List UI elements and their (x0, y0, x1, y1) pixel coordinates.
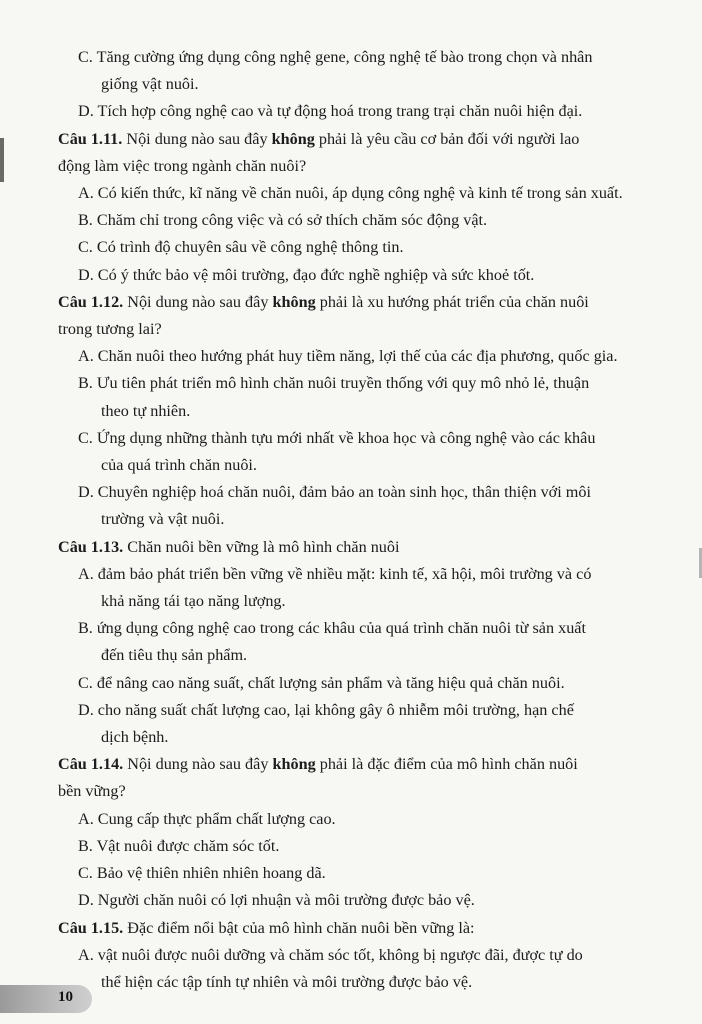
answer-option (0, 370, 702, 397)
answer-option (0, 44, 702, 71)
line-text: theo tự nhiên. (101, 401, 191, 420)
line-text: trong tương lai? (58, 320, 162, 339)
page-content (0, 44, 702, 996)
line-text: A. Có kiến thức, kĩ năng về chăn nuôi, áp dụng công nghệ và kinh tế trong sản xuất. (78, 184, 623, 203)
page-number-tab (0, 985, 92, 1013)
answer-option-continuation (0, 506, 702, 533)
answer-option (0, 343, 702, 370)
line-text: C. Tăng cường ứng dụng công nghệ gene, công nghệ tế bào trong chọn và nhân (78, 48, 593, 66)
line-text: B. ứng dụng công nghệ cao trong các khâu của quá trình chăn nuôi từ sản xuất (78, 619, 586, 638)
question-number: Câu 1.11. (58, 129, 123, 148)
line-text: động làm việc trong ngành chăn nuôi? (58, 156, 307, 175)
question-line (0, 751, 702, 778)
line-text: khả năng tái tạo năng lượng. (101, 592, 286, 611)
line-text: A. Chăn nuôi theo hướng phát huy tiềm năng, lợi thế của các địa phương, quốc gia. (78, 347, 618, 366)
question-line (0, 915, 702, 942)
question-text: Chăn nuôi bền vững là mô hình chăn nuôi (123, 537, 400, 556)
question-continuation (0, 316, 702, 343)
question-number: Câu 1.15. (58, 918, 124, 937)
answer-option-continuation (0, 724, 702, 751)
line-text: D. Tích hợp công nghệ cao và tự động hoá trong trang trại chăn nuôi hiện đại. (78, 102, 583, 121)
line-text: D. cho năng suất chất lượng cao, lại không gây ô nhiễm môi trường, hạn chế (78, 700, 574, 719)
answer-option (0, 425, 702, 452)
answer-option (0, 98, 702, 125)
answer-option-continuation (0, 588, 702, 615)
line-text: C. Ứng dụng những thành tựu mới nhất về khoa học và công nghệ vào các khâu (78, 428, 596, 447)
answer-option-continuation (0, 71, 702, 98)
line-text: A. vật nuôi được nuôi dưỡng và chăm sóc tốt, không bị ngược đãi, được tự do (78, 945, 583, 964)
line-text: của quá trình chăn nuôi. (101, 456, 257, 475)
line-text: D. Chuyên nghiệp hoá chăn nuôi, đảm bảo an toàn sinh học, thân thiện với môi (78, 483, 591, 502)
question-text: Nội dung nào sau đây (122, 129, 272, 148)
question-continuation (0, 153, 702, 180)
answer-option (0, 561, 702, 588)
emphasis-word: không (272, 292, 316, 311)
question-text: phải là xu hướng phát triển của chăn nuôi (315, 292, 589, 311)
question-text: phải là đặc điểm của mô hình chăn nuôi (315, 755, 578, 774)
line-text: A. đảm bảo phát triển bền vững về nhiều mặt: kinh tế, xã hội, môi trường và có (78, 564, 592, 583)
line-text: D. Có ý thức bảo vệ môi trường, đạo đức nghề nghiệp và sức khoẻ tốt. (78, 265, 535, 284)
question-text: Nội dung nào sau đây (123, 292, 273, 311)
question-number: Câu 1.14. (58, 755, 124, 774)
answer-option (0, 234, 702, 261)
answer-option (0, 806, 702, 833)
line-text: C. để nâng cao năng suất, chất lượng sản phẩm và tăng hiệu quả chăn nuôi. (78, 673, 565, 692)
question-number: Câu 1.12. (58, 292, 124, 311)
answer-option (0, 207, 702, 234)
line-text: bền vững? (58, 782, 126, 801)
line-text: giống vật nuôi. (101, 75, 199, 94)
answer-option (0, 180, 702, 207)
answer-option (0, 262, 702, 289)
question-text: Nội dung nào sau đây (123, 755, 273, 774)
line-text: C. Bảo vệ thiên nhiên nhiên hoang dã. (78, 864, 326, 883)
line-text: B. Ưu tiên phát triển mô hình chăn nuôi truyền thống với quy mô nhỏ lẻ, thuận (78, 374, 590, 393)
answer-option (0, 615, 702, 642)
answer-option-continuation (0, 398, 702, 425)
answer-option-continuation (0, 642, 702, 669)
line-text: D. Người chăn nuôi có lợi nhuận và môi trường được bảo vệ. (78, 891, 475, 910)
emphasis-word: không (271, 129, 315, 148)
line-text: dịch bệnh. (101, 728, 169, 747)
question-continuation (0, 778, 702, 805)
answer-option (0, 942, 702, 969)
line-text: B. Vật nuôi được chăm sóc tốt. (78, 836, 280, 855)
answer-option-continuation (0, 452, 702, 479)
answer-option (0, 833, 702, 860)
line-text: B. Chăm chỉ trong công việc và có sở thích chăm sóc động vật. (78, 211, 488, 230)
answer-option (0, 860, 702, 887)
page-number: 10 (58, 989, 73, 1005)
line-text: đến tiêu thụ sản phẩm. (101, 646, 248, 665)
line-text: C. Có trình độ chuyên sâu về công nghệ thông tin. (78, 238, 404, 257)
line-text: trường và vật nuôi. (101, 510, 225, 529)
question-line (0, 126, 702, 153)
line-text: thể hiện các tập tính tự nhiên và môi trường được bảo vệ. (101, 972, 473, 991)
answer-option (0, 479, 702, 506)
answer-option (0, 670, 702, 697)
question-number: Câu 1.13. (58, 537, 124, 556)
emphasis-word: không (272, 755, 316, 774)
line-text: A. Cung cấp thực phẩm chất lượng cao. (78, 809, 336, 828)
question-text: Đặc điểm nổi bật của mô hình chăn nuôi bền vững là: (123, 918, 475, 937)
question-line (0, 289, 702, 316)
answer-option (0, 697, 702, 724)
question-line (0, 534, 702, 561)
question-text: phải là yêu cầu cơ bản đối với người lao (314, 129, 580, 148)
answer-option-continuation (0, 969, 702, 996)
answer-option (0, 887, 702, 914)
